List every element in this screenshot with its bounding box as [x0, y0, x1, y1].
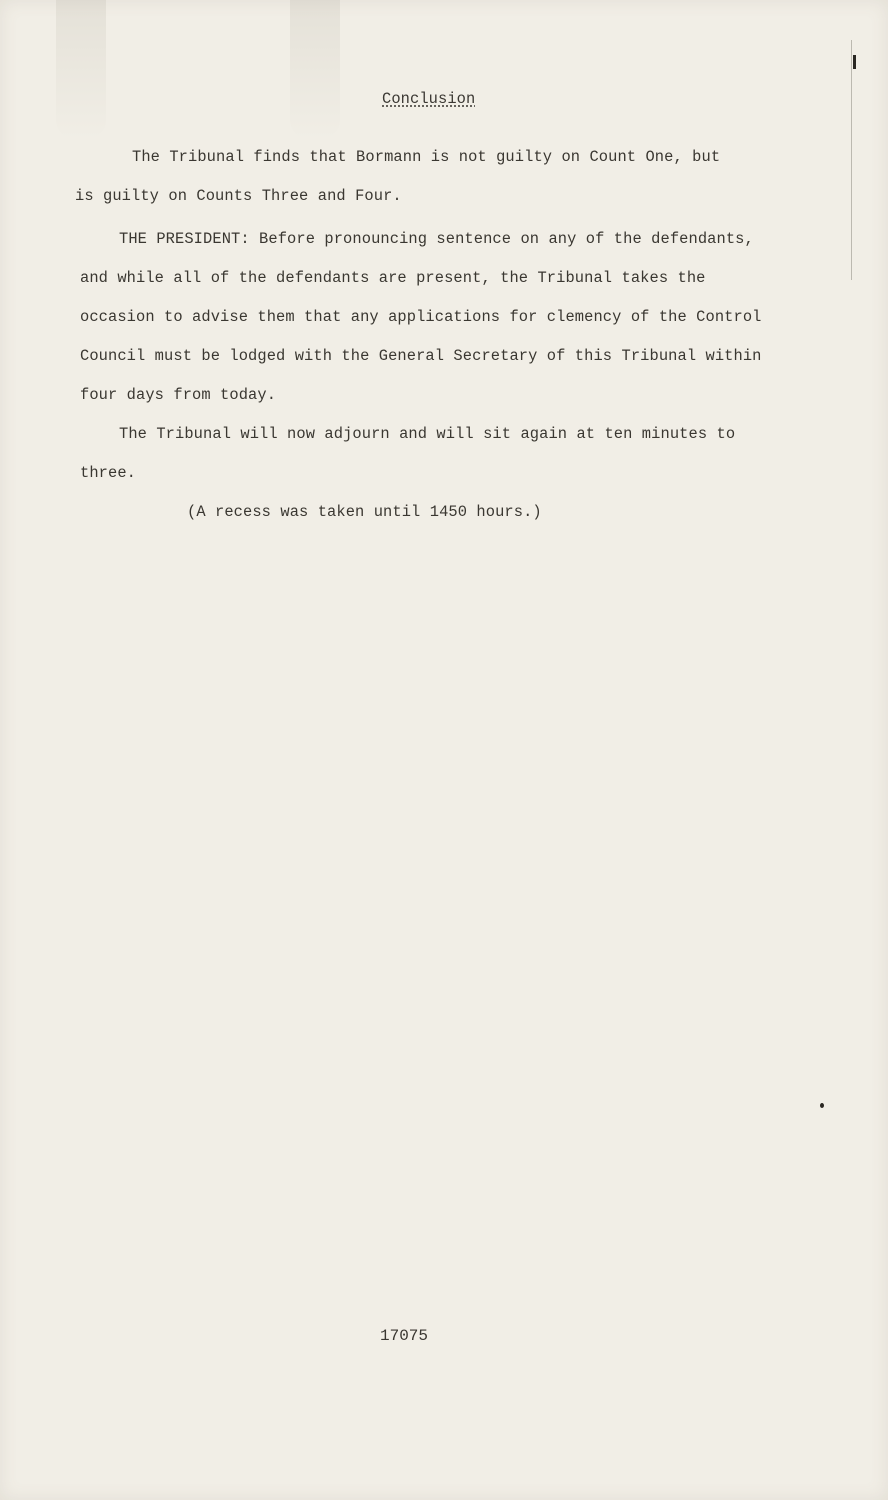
- paragraph-3-line-2: three.: [80, 464, 137, 482]
- paragraph-2-line-4: Council must be lodged with the General Secretary of this Tribunal within: [80, 347, 762, 365]
- paragraph-1-line-1: The Tribunal finds that Bormann is not guilty on Count One, but: [132, 148, 721, 166]
- recess-note: (A recess was taken until 1450 hours.): [187, 503, 542, 521]
- paragraph-1-line-2: is guilty on Counts Three and Four.: [75, 187, 402, 205]
- paragraph-3-line-1: The Tribunal will now adjourn and will sit again at ten minutes to: [119, 425, 736, 443]
- section-heading: Conclusion: [382, 90, 476, 108]
- scan-smudge: [56, 0, 106, 140]
- paragraph-2-line-1: THE PRESIDENT: Before pronouncing sentence on any of the defendants,: [119, 230, 754, 248]
- paragraph-2-line-3: occasion to advise them that any applications for clemency of the Control: [80, 308, 762, 326]
- margin-mark: [853, 55, 856, 69]
- paragraph-2-line-2: and while all of the defendants are present, the Tribunal takes the: [80, 269, 706, 287]
- scan-smudge: [290, 0, 340, 140]
- paragraph-2-line-5: four days from today.: [80, 386, 277, 404]
- ink-dot: [820, 1103, 824, 1108]
- page-number: 17075: [380, 1327, 429, 1345]
- margin-rule: [851, 40, 852, 280]
